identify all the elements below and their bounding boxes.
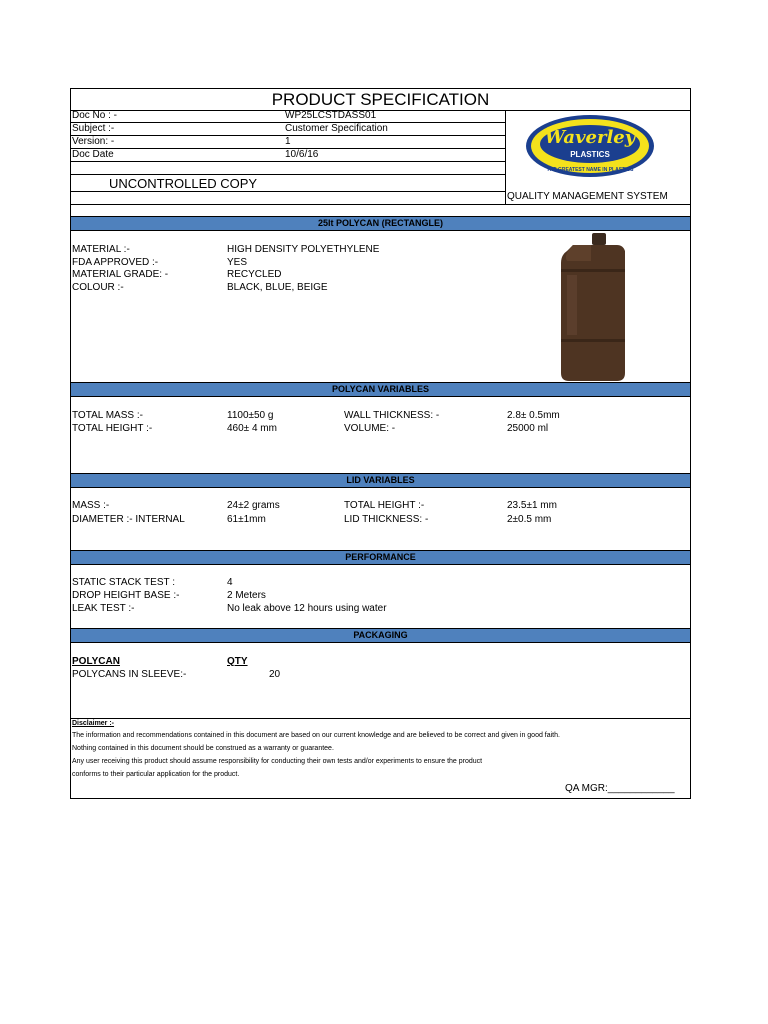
total-height-label: TOTAL HEIGHT :- <box>72 423 153 434</box>
subject-row <box>71 123 505 136</box>
grade-value: RECYCLED <box>227 269 282 280</box>
total-mass-value: 1100±50 g <box>227 410 274 421</box>
doc-date-value: 10/6/16 <box>285 149 319 160</box>
logo-sub: PLASTICS <box>570 150 610 159</box>
spec-sheet <box>70 88 691 799</box>
colour-value: BLACK, BLUE, BEIGE <box>227 282 328 293</box>
disclaimer-line: The information and recommendations contained in this document are based on our current knowledge and are believed to be correct and given in good faith. <box>72 732 560 739</box>
diameter-value: 61±1mm <box>227 514 266 525</box>
packaging-col-qty: QTY <box>227 656 248 667</box>
colour-label: COLOUR :- <box>72 282 124 293</box>
drop-height-value: 2 Meters <box>227 590 266 601</box>
volume-label: VOLUME: - <box>344 423 396 434</box>
packaging-section-header: PACKAGING <box>71 628 690 643</box>
stack-test-label: STATIC STACK TEST : <box>72 577 175 588</box>
lid-thickness-value: 2±0.5 mm <box>507 514 552 525</box>
diameter-label: DIAMETER :- INTERNAL <box>72 514 185 525</box>
polycan-section-header: POLYCAN VARIABLES <box>71 382 690 397</box>
total-mass-label: TOTAL MASS :- <box>72 410 143 421</box>
doc-date-row <box>71 149 505 162</box>
subject-value: Customer Specification <box>285 123 388 134</box>
total-height-value: 460± 4 mm <box>227 423 277 434</box>
qms-label: QUALITY MANAGEMENT SYSTEM <box>507 191 668 202</box>
subject-label: Subject :- <box>72 123 115 134</box>
grade-label: MATERIAL GRADE: - <box>72 269 169 280</box>
lid-mass-value: 24±2 grams <box>227 500 280 511</box>
packaging-col-polycan: POLYCAN <box>72 656 120 667</box>
logo-tagline: THE GREATEST NAME IN PLASTICS <box>546 167 634 173</box>
sleeve-value: 20 <box>269 669 281 680</box>
wall-thickness-value: 2.8± 0.5mm <box>507 410 560 421</box>
disclaimer-line: Nothing contained in this document should be construed as a warranty or guarantee. <box>72 745 334 752</box>
company-logo <box>523 112 657 180</box>
fda-value: YES <box>227 257 248 268</box>
disclaimer-line: Any user receiving this product should assume responsibility for conducting their own tests and/or experiments to ensure the product <box>72 758 483 765</box>
version-row <box>71 136 505 149</box>
doc-no-value: WP25LCSTDASS01 <box>285 110 377 121</box>
disclaimer-heading: Disclaimer :- <box>72 720 115 727</box>
material-value: HIGH DENSITY POLYETHYLENE <box>227 244 380 255</box>
wall-thickness-label: WALL THICKNESS: - <box>344 410 440 421</box>
leak-test-label: LEAK TEST :- <box>72 603 135 614</box>
doc-no-label: Doc No : - <box>72 110 118 121</box>
lid-section-header: LID VARIABLES <box>71 473 690 488</box>
uncontrolled-copy: UNCONTROLLED COPY <box>109 176 258 191</box>
polycan-image <box>553 233 633 383</box>
doc-date-label: Doc Date <box>72 149 114 160</box>
lid-total-height-label: TOTAL HEIGHT :- <box>344 500 425 511</box>
performance-section-header: PERFORMANCE <box>71 550 690 565</box>
version-value: 1 <box>285 136 291 147</box>
version-label: Version: - <box>72 136 115 147</box>
leak-test-value: No leak above 12 hours using water <box>227 603 387 614</box>
logo-brand: Waverley <box>544 127 636 148</box>
lid-mass-label: MASS :- <box>72 500 110 511</box>
page-title: PRODUCT SPECIFICATION <box>71 89 690 111</box>
material-label: MATERIAL :- <box>72 244 130 255</box>
product-section-header: 25lt POLYCAN (RECTANGLE) <box>71 216 690 231</box>
sleeve-label: POLYCANS IN SLEEVE:- <box>72 669 187 680</box>
disclaimer-line: conforms to their particular application for the product. <box>72 771 240 778</box>
lid-thickness-label: LID THICKNESS: - <box>344 514 429 525</box>
fda-label: FDA APPROVED :- <box>72 257 159 268</box>
volume-value: 25000 ml <box>507 423 549 434</box>
qa-signoff: QA MGR:____________ <box>565 783 675 794</box>
drop-height-label: DROP HEIGHT BASE :- <box>72 590 180 601</box>
doc-no-row <box>71 110 505 123</box>
lid-total-height-value: 23.5±1 mm <box>507 500 557 511</box>
stack-test-value: 4 <box>227 577 233 588</box>
